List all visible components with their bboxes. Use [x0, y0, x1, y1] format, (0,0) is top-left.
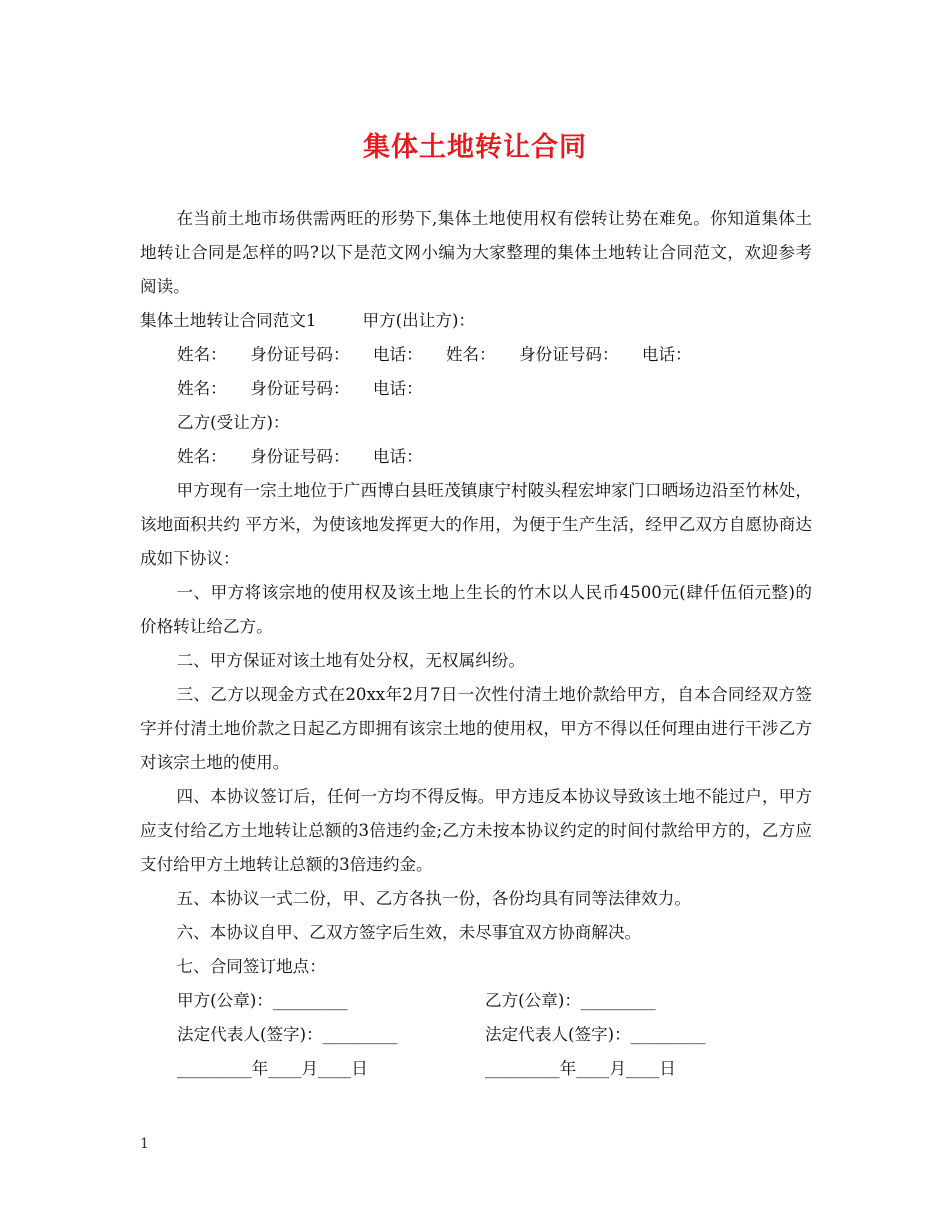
clause-4: 四、本协议签订后，任何一方均不得反悔。甲方违反本协议导致该土地不能过户，甲方应支付给乙方土地转让总额的3倍违约金;乙方未按本协议约定的时间付款给甲方的，乙方应支付给甲方土地转让总额的3倍违约金。	[140, 787, 812, 874]
id-number-label: 身份证号码：	[250, 345, 350, 364]
clause-1: 一、甲方将该宗地的使用权及该土地上生长的竹木以人民币4500元(肆仟伍佰元整)的价格转让给乙方。	[140, 583, 812, 636]
page-number: 1	[140, 1136, 149, 1152]
sample-heading: 集体土地转让合同范文1	[140, 311, 317, 330]
representative-row	[140, 1018, 812, 1052]
id-number-label: 身份证号码：	[250, 447, 350, 466]
document-body	[140, 202, 812, 1086]
page-title: 集体土地转让合同	[363, 132, 587, 163]
phone-label: 电话：	[372, 345, 423, 364]
party-a-info-line	[140, 338, 812, 372]
preamble-paragraph: 甲方现有一宗土地位于广西博白县旺茂镇康宁村陂头程宏坤家门口晒场边沿至竹林处，该地面积共约 平方米，为使该地发挥更大的作用，为便于生产生活，经甲乙双方自愿协商达成如下协议：	[140, 481, 812, 568]
name-label: 姓名：	[177, 447, 227, 466]
clause-5: 五、本协议一式二份，甲、乙方各执一份，各份均具有同等法律效力。	[176, 889, 691, 908]
party-b-date: _________年____月____日	[485, 1059, 676, 1078]
seal-row	[140, 984, 812, 1018]
sample-heading-row	[140, 304, 812, 338]
name-label: 姓名：	[177, 345, 227, 364]
phone-label: 电话：	[372, 379, 423, 398]
party-b-seal: 乙方(公章)：_________	[485, 991, 656, 1010]
clause-7: 七、合同签订地点：	[176, 957, 326, 976]
intro-paragraph: 在当前土地市场供需两旺的形势下,集体土地使用权有偿转让势在难免。你知道集体土地转让合同是怎样的吗?以下是范文网小编为大家整理的集体土地转让合同范文，欢迎参考阅读。	[140, 209, 812, 296]
party-a-seal: 甲方(公章)：_________	[177, 991, 348, 1010]
party-b-representative: 法定代表人(签字)：_________	[485, 1025, 706, 1044]
phone-label: 电话：	[641, 345, 692, 364]
party-a-representative: 法定代表人(签字)：_________	[177, 1025, 398, 1044]
id-number-label: 身份证号码：	[250, 379, 350, 398]
name-label: 姓名：	[445, 345, 496, 364]
clause-2: 二、甲方保证对该土地有处分权，无权属纠纷。	[176, 651, 525, 670]
party-a-date: _________年____月____日	[177, 1059, 368, 1078]
party-a-heading: 甲方(出让方)：	[362, 311, 476, 330]
phone-label: 电话：	[372, 447, 423, 466]
party-b-heading: 乙方(受让方)：	[177, 413, 290, 432]
name-label: 姓名：	[177, 379, 227, 398]
id-number-label: 身份证号码：	[519, 345, 619, 364]
date-row	[140, 1052, 812, 1086]
clause-3: 三、乙方以现金方式在20xx年2月7日一次性付清土地价款给甲方，自本合同经双方签字并付清土地价款之日起乙方即拥有该宗土地的使用权，甲方不得以任何理由进行干涉乙方对该宗土地的使用。	[140, 685, 812, 772]
party-b-info-line	[140, 440, 812, 474]
clause-6: 六、本协议自甲、乙双方签字后生效，未尽事宜双方协商解决。	[176, 923, 642, 942]
party-a-info-line	[140, 372, 812, 406]
